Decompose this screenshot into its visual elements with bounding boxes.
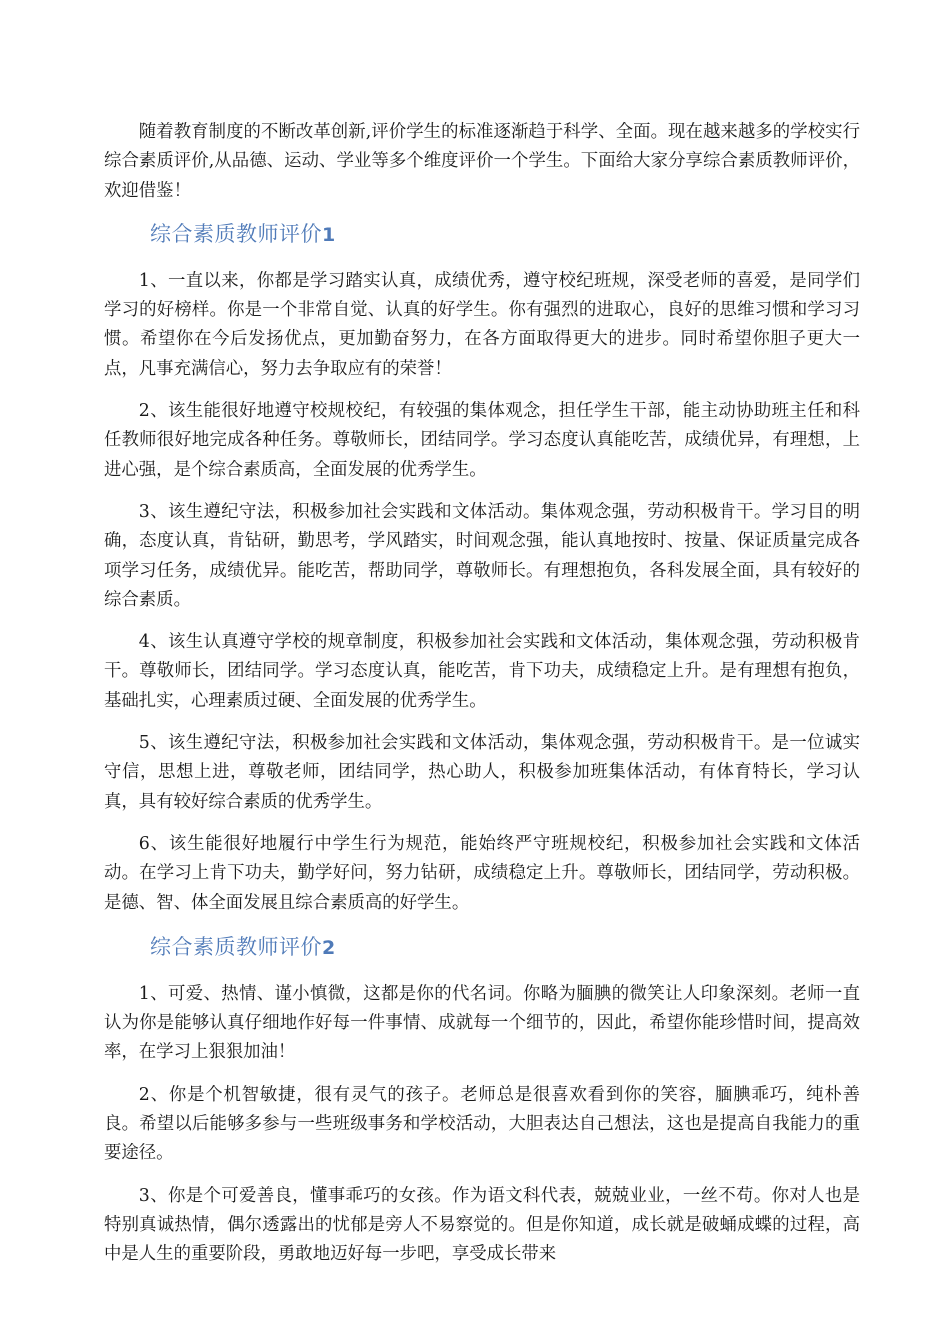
section-1-title: 综合素质教师评价: [150, 221, 322, 246]
section-2-item-3: 3、你是个可爱善良，懂事乖巧的女孩。作为语文科代表，兢兢业业，一丝不苟。你对人也是特别真诚热情，偶尔透露出的忧郁是旁人不易察觉的。但是你知道，成长就是破蛹成蝶的过程，高中是人生的重要阶段，勇敢地迈好每一步吧，享受成长带来: [104, 1185, 860, 1265]
section-2-item-1: 1、可爱、热情、谨小慎微，这都是你的代名词。你略为腼腆的微笑让人印象深刻。老师一直认为你是能够认真仔细地作好每一件事情、成就每一个细节的，因此，希望你能珍惜时间，提高效率，在学习上狠狠加油！: [104, 983, 860, 1063]
section-2-number: 2: [322, 936, 336, 959]
section-2-title: 综合素质教师评价: [150, 934, 322, 959]
section-1-item-4: 4、该生认真遵守学校的规章制度，积极参加社会实践和文体活动，集体观念强，劳动积极肯干。尊敬师长，团结同学。学习态度认真，能吃苦，肯下功夫，成绩稳定上升。是有理想有抱负，基础扎实，心理素质过硬、全面发展的优秀学生。: [104, 632, 860, 711]
section-1-item-3: 3、该生遵纪守法，积极参加社会实践和文体活动。集体观念强，劳动积极肯干。学习目的明确，态度认真，肯钻研，勤思考，学风踏实，时间观念强，能认真地按时、按量、保证质量完成各项学习任务，成绩优异。能吃苦，帮助同学，尊敬师长。有理想抱负，各科发展全面，具有较好的综合素质。: [104, 501, 860, 610]
document-body: [104, 118, 860, 1283]
section-2-heading: [150, 932, 860, 963]
section-1-heading: [150, 219, 860, 250]
section-1-item-1: 1、一直以来，你都是学习踏实认真，成绩优秀，遵守校纪班规，深受老师的喜爱，是同学们学习的好榜样。你是一个非常自觉、认真的好学生。你有强烈的进取心，良好的思维习惯和学习习惯。希望你在今后发扬优点，更加勤奋努力，在各方面取得更大的进步。同时希望你胆子更大一点，凡事充满信心，努力去争取应有的荣誉！: [104, 270, 860, 379]
section-1-number: 1: [322, 223, 336, 246]
section-1-item-2: 2、该生能很好地遵守校规校纪，有较强的集体观念，担任学生干部，能主动协助班主任和科任教师很好地完成各种任务。尊敬师长，团结同学。学习态度认真能吃苦，成绩优异，有理想，上进心强，是个综合素质高，全面发展的优秀学生。: [104, 401, 860, 480]
section-1-item-6: 6、该生能很好地履行中学生行为规范，能始终严守班规校纪，积极参加社会实践和文体活动。在学习上肯下功夫，勤学好问，努力钻研，成绩稳定上升。尊敬师长，团结同学，劳动积极。是德、智、体全面发展且综合素质高的好学生。: [104, 833, 860, 913]
intro-paragraph: 随着教育制度的不断改革创新,评价学生的标准逐渐趋于科学、全面。现在越来越多的学校实行综合素质评价,从品德、运动、学业等多个维度评价一个学生。下面给大家分享综合素质教师评价，欢迎借鉴！: [104, 122, 860, 201]
section-1-item-5: 5、该生遵纪守法，积极参加社会实践和文体活动，集体观念强，劳动积极肯干。是一位诚实守信，思想上进，尊敬老师，团结同学，热心助人，积极参加班集体活动，有体育特长，学习认真，具有较好综合素质的优秀学生。: [104, 733, 860, 812]
section-2-item-2: 2、你是个机智敏捷，很有灵气的孩子。老师总是很喜欢看到你的笑容，腼腆乖巧，纯朴善良。希望以后能够多参与一些班级事务和学校活动，大胆表达自己想法，这也是提高自我能力的重要途径。: [104, 1084, 860, 1164]
